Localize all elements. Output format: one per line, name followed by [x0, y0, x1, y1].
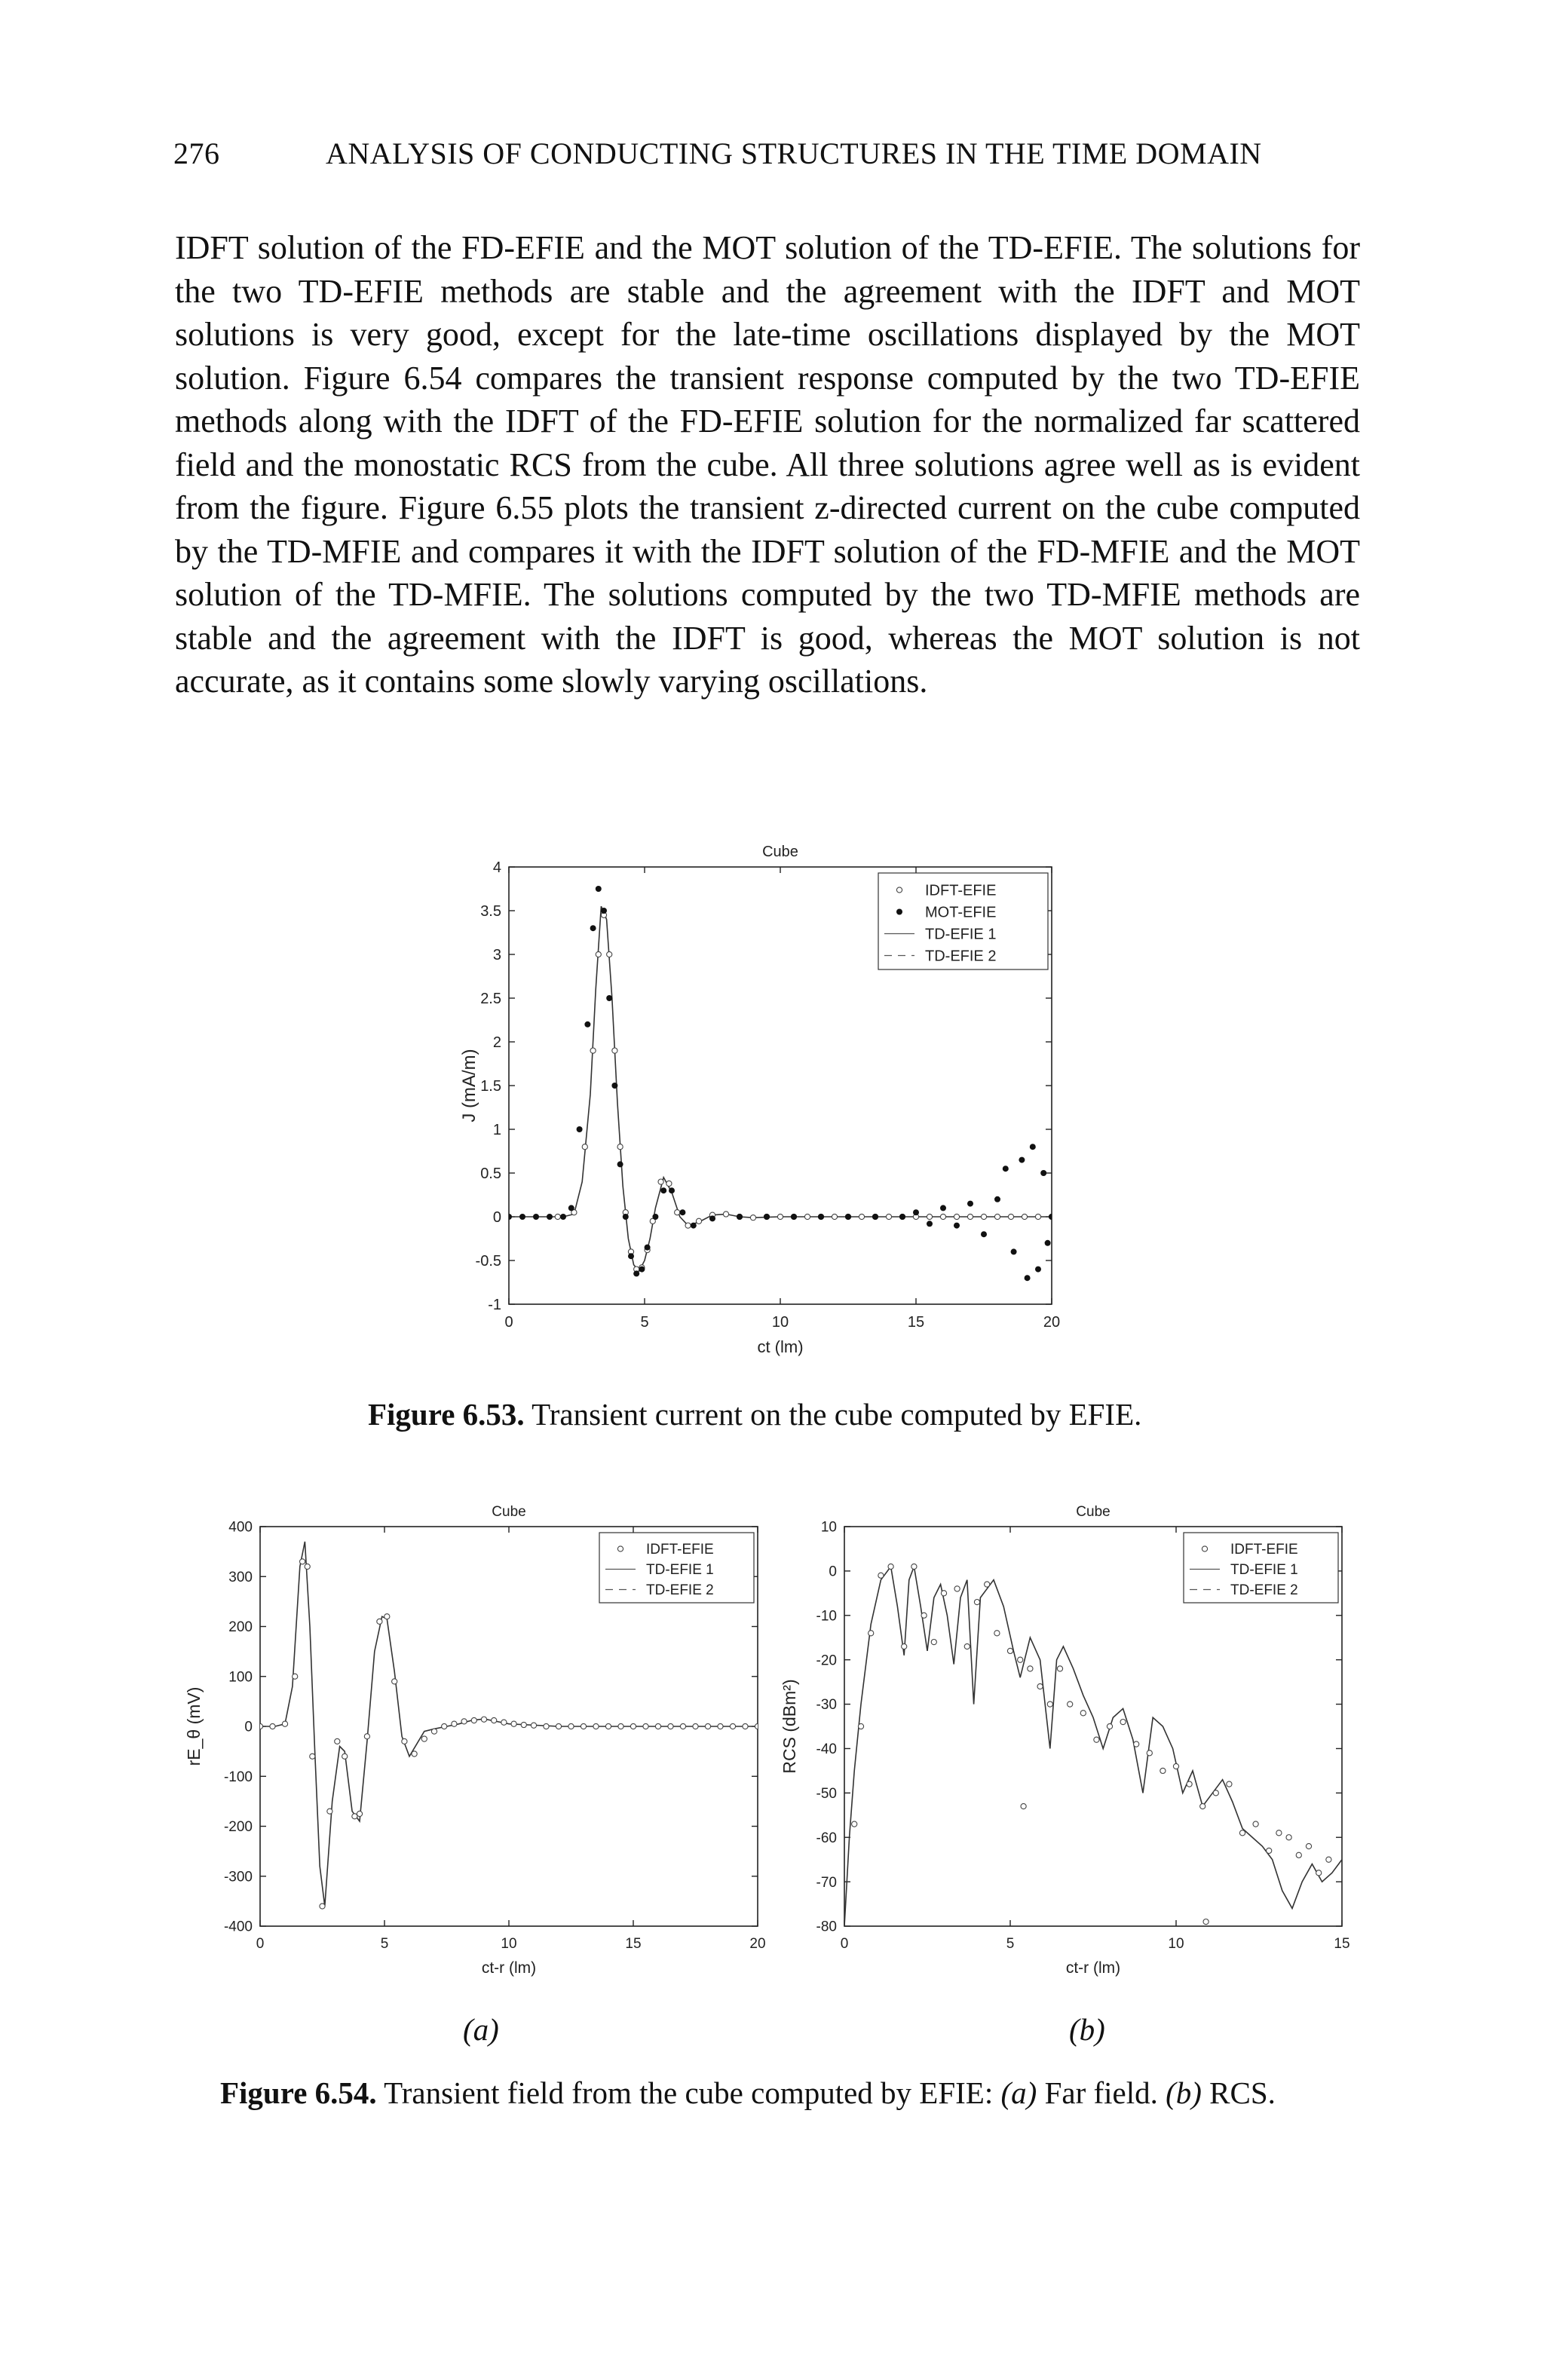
- data-point-dot: [927, 1221, 933, 1227]
- y-tick-label: -30: [816, 1697, 837, 1714]
- data-point-dot: [981, 1231, 987, 1237]
- data-point-circle: [1187, 1781, 1192, 1787]
- data-point-circle: [680, 1723, 685, 1729]
- data-point-dot: [899, 1214, 905, 1220]
- data-point-circle: [1267, 1848, 1272, 1853]
- data-point-circle: [1057, 1666, 1062, 1671]
- chart-title: Cube: [1076, 1504, 1111, 1520]
- data-point-circle: [668, 1723, 673, 1729]
- y-tick-label: -0.5: [475, 1253, 501, 1270]
- legend-symbol-circle: [617, 1546, 623, 1551]
- figure-6-53-caption: [368, 1396, 1141, 1432]
- x-tick-label: 15: [907, 1314, 925, 1331]
- data-point-circle: [1018, 1657, 1023, 1662]
- data-point-circle: [617, 1144, 623, 1150]
- y-tick-label: -80: [816, 1919, 837, 1935]
- data-point-circle: [1035, 1214, 1040, 1219]
- data-point-dot: [1019, 1157, 1025, 1163]
- data-point-circle: [481, 1717, 486, 1722]
- data-point-circle: [531, 1723, 536, 1728]
- data-point-circle: [1203, 1919, 1209, 1925]
- data-point-circle: [1022, 1214, 1027, 1219]
- chart-transient-current: [452, 829, 1071, 1372]
- plot-area: [844, 1564, 1342, 1926]
- data-point-circle: [1306, 1843, 1311, 1849]
- data-point-circle: [1200, 1803, 1205, 1809]
- data-point-dot: [633, 1270, 639, 1276]
- data-point-dot: [764, 1214, 770, 1220]
- data-point-circle: [1147, 1751, 1152, 1756]
- data-point-dot: [628, 1253, 634, 1259]
- y-tick-label: 0: [244, 1719, 253, 1735]
- data-point-circle: [696, 1218, 701, 1224]
- data-point-dot: [1035, 1267, 1041, 1273]
- x-tick-label: 5: [1006, 1936, 1015, 1952]
- x-axis-label: ct-r (lm): [1065, 1959, 1121, 1977]
- data-point-circle: [693, 1723, 698, 1729]
- data-point-dot: [519, 1214, 525, 1220]
- data-point-circle: [544, 1723, 549, 1729]
- data-point-circle: [994, 1214, 1000, 1219]
- y-tick-label: 1.5: [480, 1078, 501, 1095]
- x-tick-label: 15: [1334, 1936, 1350, 1952]
- data-point-circle: [421, 1736, 427, 1741]
- data-point-circle: [1008, 1214, 1013, 1219]
- data-point-circle: [293, 1674, 298, 1679]
- data-point-circle: [643, 1723, 648, 1729]
- data-point-circle: [618, 1723, 623, 1729]
- legend-label: TD-EFIE 2: [925, 948, 997, 965]
- data-point-circle: [888, 1564, 893, 1569]
- data-point-circle: [1276, 1830, 1282, 1836]
- data-point-circle: [442, 1723, 447, 1729]
- x-tick-label: 20: [749, 1936, 766, 1952]
- data-point-dot: [617, 1161, 623, 1167]
- y-tick-label: -50: [816, 1785, 837, 1802]
- data-point-circle: [705, 1723, 710, 1729]
- chart-title: Cube: [762, 844, 798, 860]
- data-point-circle: [630, 1723, 636, 1729]
- legend-label: MOT-EFIE: [925, 904, 997, 921]
- y-axis-label: rE_θ (mV): [184, 1686, 204, 1766]
- data-point-dot: [568, 1205, 574, 1211]
- data-point-circle: [270, 1723, 275, 1729]
- legend-label: IDFT-EFIE: [925, 882, 997, 899]
- data-point-circle: [461, 1719, 467, 1724]
- data-point-circle: [402, 1738, 407, 1744]
- x-tick-label: 0: [840, 1936, 849, 1952]
- legend-label: IDFT-EFIE: [1230, 1542, 1298, 1558]
- data-point-circle: [685, 1223, 691, 1228]
- x-tick-label: 0: [504, 1314, 513, 1331]
- y-tick-label: -400: [223, 1919, 253, 1935]
- data-point-circle: [556, 1723, 561, 1729]
- x-tick-label: 5: [640, 1314, 649, 1331]
- legend-symbol-circle: [1202, 1546, 1207, 1551]
- y-tick-label: -300: [223, 1869, 253, 1885]
- chart-title: Cube: [492, 1504, 526, 1520]
- data-point-dot: [645, 1245, 651, 1251]
- caption-sub-b: (b): [1166, 2075, 1202, 2110]
- data-point-dot: [606, 995, 612, 1001]
- y-tick-label: 100: [228, 1669, 253, 1686]
- data-point-dot: [1045, 1240, 1051, 1246]
- caption-text: RCS.: [1201, 2075, 1276, 2110]
- data-point-circle: [1094, 1737, 1099, 1742]
- data-point-circle: [954, 1214, 959, 1219]
- data-point-circle: [1253, 1821, 1258, 1827]
- y-tick-label: -10: [816, 1608, 837, 1625]
- figure-6-54a: [166, 1496, 784, 1986]
- data-point-circle: [804, 1214, 810, 1219]
- y-tick-label: 0: [492, 1209, 501, 1226]
- y-tick-label: -1: [488, 1297, 501, 1313]
- y-tick-label: 2: [492, 1034, 501, 1051]
- data-point-circle: [1227, 1781, 1232, 1787]
- data-point-circle: [593, 1723, 599, 1729]
- data-point-circle: [964, 1643, 970, 1649]
- data-point-circle: [927, 1214, 932, 1219]
- data-point-dot: [577, 1126, 583, 1132]
- data-point-circle: [282, 1721, 287, 1726]
- caption-label: Figure 6.54.: [220, 2075, 377, 2110]
- data-point-circle: [1021, 1803, 1026, 1809]
- data-point-circle: [612, 1048, 617, 1053]
- data-point-circle: [1213, 1790, 1218, 1796]
- data-point-circle: [723, 1211, 728, 1217]
- data-point-circle: [1173, 1763, 1178, 1769]
- y-tick-label: 200: [228, 1619, 253, 1636]
- data-point-circle: [655, 1723, 660, 1729]
- data-point-circle: [1107, 1723, 1112, 1729]
- series-line: [844, 1567, 1342, 1926]
- y-axis-label: J (mA/m): [459, 1049, 479, 1123]
- data-point-circle: [852, 1821, 857, 1827]
- caption-sub-a: (a): [1000, 2075, 1037, 2110]
- data-point-circle: [658, 1179, 663, 1184]
- data-point-circle: [392, 1679, 397, 1684]
- data-point-circle: [868, 1631, 874, 1636]
- data-point-circle: [743, 1723, 748, 1729]
- data-point-circle: [1068, 1702, 1073, 1707]
- legend-label: TD-EFIE 1: [925, 926, 997, 943]
- data-point-circle: [352, 1814, 357, 1819]
- y-tick-label: -70: [816, 1874, 837, 1891]
- data-point-circle: [310, 1754, 315, 1759]
- y-tick-label: 4: [492, 859, 501, 876]
- x-tick-label: 10: [501, 1936, 517, 1952]
- data-point-dot: [1049, 1214, 1055, 1220]
- data-point-circle: [981, 1214, 986, 1219]
- data-point-circle: [858, 1723, 863, 1729]
- data-point-dot: [506, 1214, 512, 1220]
- caption-label: Figure 6.53.: [368, 1397, 525, 1432]
- legend-label: TD-EFIE 1: [1230, 1562, 1298, 1579]
- running-title: ANALYSIS OF CONDUCTING STRUCTURES IN THE TIME DOMAIN: [326, 136, 1262, 170]
- y-tick-label: 3: [492, 947, 501, 963]
- data-point-dot: [611, 1083, 617, 1089]
- data-point-dot: [1003, 1165, 1009, 1172]
- legend-label: TD-EFIE 1: [646, 1562, 714, 1579]
- data-point-dot: [660, 1187, 666, 1193]
- data-point-circle: [1120, 1720, 1126, 1725]
- data-point-circle: [452, 1721, 457, 1726]
- legend-label: IDFT-EFIE: [646, 1542, 714, 1558]
- data-point-dot: [872, 1214, 878, 1220]
- data-point-circle: [859, 1214, 864, 1219]
- data-point-circle: [878, 1573, 884, 1578]
- data-point-circle: [357, 1811, 362, 1816]
- figure-6-54b: [754, 1496, 1372, 1986]
- y-tick-label: 1: [492, 1122, 501, 1138]
- data-point-circle: [1028, 1666, 1033, 1671]
- data-point-dot: [737, 1214, 743, 1220]
- data-point-circle: [320, 1904, 325, 1909]
- data-point-circle: [730, 1723, 735, 1729]
- data-point-circle: [501, 1720, 507, 1725]
- data-point-circle: [985, 1582, 990, 1587]
- data-point-circle: [364, 1734, 369, 1739]
- data-point-circle: [1080, 1711, 1086, 1716]
- data-point-circle: [967, 1214, 973, 1219]
- data-point-circle: [832, 1214, 837, 1219]
- data-point-dot: [940, 1205, 946, 1211]
- x-tick-label: 0: [256, 1936, 265, 1952]
- data-point-circle: [335, 1738, 340, 1744]
- x-tick-label: 5: [380, 1936, 389, 1952]
- data-point-circle: [384, 1614, 390, 1619]
- data-point-circle: [568, 1723, 574, 1729]
- data-point-circle: [581, 1723, 586, 1729]
- x-tick-label: 10: [1168, 1936, 1184, 1952]
- data-point-dot: [1030, 1144, 1036, 1150]
- data-point-circle: [300, 1559, 305, 1564]
- data-point-circle: [750, 1215, 755, 1221]
- data-point-circle: [941, 1591, 946, 1596]
- data-point-circle: [954, 1586, 960, 1591]
- data-point-circle: [1316, 1870, 1322, 1876]
- data-point-circle: [666, 1181, 672, 1186]
- y-tick-label: 2.5: [480, 991, 501, 1007]
- data-point-circle: [1047, 1702, 1052, 1707]
- x-axis-label: ct (lm): [757, 1337, 804, 1356]
- data-point-circle: [511, 1721, 516, 1726]
- data-point-circle: [994, 1631, 1000, 1636]
- data-point-circle: [921, 1613, 927, 1618]
- data-point-dot: [584, 1022, 590, 1028]
- data-point-circle: [492, 1717, 497, 1723]
- y-tick-label: 300: [228, 1569, 253, 1585]
- data-point-dot: [954, 1223, 960, 1229]
- data-point-dot: [1025, 1275, 1031, 1281]
- page-number: 276: [173, 136, 220, 170]
- legend-symbol-dot: [896, 909, 902, 915]
- data-point-circle: [911, 1564, 917, 1569]
- data-point-circle: [582, 1144, 587, 1150]
- data-point-circle: [777, 1214, 783, 1219]
- data-point-circle: [1239, 1830, 1245, 1836]
- data-point-dot: [533, 1214, 539, 1220]
- data-point-circle: [605, 1723, 611, 1729]
- data-point-circle: [471, 1717, 476, 1723]
- y-tick-label: -60: [816, 1830, 837, 1846]
- data-point-circle: [1326, 1857, 1331, 1862]
- data-point-dot: [590, 925, 596, 931]
- y-tick-label: 400: [228, 1519, 253, 1536]
- data-point-dot: [994, 1196, 1000, 1202]
- y-tick-label: 10: [820, 1519, 837, 1536]
- data-point-dot: [547, 1214, 553, 1220]
- data-point-dot: [709, 1215, 715, 1221]
- data-point-dot: [639, 1267, 645, 1273]
- data-point-dot: [913, 1209, 919, 1215]
- data-point-dot: [652, 1214, 658, 1220]
- y-tick-label: -200: [223, 1819, 253, 1836]
- data-point-dot: [791, 1214, 797, 1220]
- data-point-circle: [718, 1723, 723, 1729]
- data-point-circle: [940, 1214, 945, 1219]
- data-point-circle: [412, 1751, 417, 1757]
- caption-text: Far field.: [1037, 2075, 1166, 2110]
- y-tick-label: -40: [816, 1741, 837, 1758]
- y-axis-label: RCS (dBm²): [780, 1679, 799, 1774]
- data-point-circle: [1286, 1835, 1291, 1840]
- data-point-circle: [257, 1723, 262, 1729]
- data-point-dot: [560, 1214, 566, 1220]
- data-point-circle: [1296, 1852, 1301, 1858]
- x-tick-label: 15: [625, 1936, 642, 1952]
- legend-label: TD-EFIE 2: [646, 1582, 714, 1599]
- data-point-circle: [886, 1214, 891, 1219]
- data-point-dot: [623, 1214, 629, 1220]
- data-point-circle: [1134, 1741, 1139, 1747]
- y-tick-label: -100: [223, 1769, 253, 1785]
- data-point-dot: [818, 1214, 824, 1220]
- data-point-circle: [431, 1729, 437, 1734]
- y-tick-label: 0.5: [480, 1165, 501, 1182]
- chart-far-field: [166, 1496, 784, 1986]
- data-point-circle: [1160, 1768, 1166, 1773]
- data-point-circle: [931, 1640, 936, 1645]
- data-point-dot: [679, 1209, 685, 1215]
- y-tick-label: 0: [829, 1564, 837, 1580]
- x-tick-label: 20: [1043, 1314, 1061, 1331]
- data-point-dot: [601, 908, 607, 914]
- data-point-circle: [377, 1619, 382, 1624]
- x-tick-label: 10: [771, 1314, 789, 1331]
- body-paragraph: [175, 226, 1360, 703]
- subfigure-label-a: (a): [463, 2012, 499, 2047]
- data-point-dot: [596, 886, 602, 892]
- chart-rcs: [754, 1496, 1372, 1986]
- data-point-circle: [555, 1214, 560, 1219]
- legend-label: TD-EFIE 2: [1230, 1582, 1298, 1599]
- paragraph-text: IDFT solution of the FD-EFIE and the MOT solution of the TD-EFIE. The solutions for the two TD-EFIE methods are stable and the agreement with the IDFT and MOT solutions is very good, except for the late-time oscillations displayed by the MOT solution. Figure 6.54 compares the transient response computed by the two TD-EFIE methods along with the IDFT of the FD-EFIE solution for the normalized far scattered field and the monostatic RCS from the cube. All three solutions agree well as is evident from the figure. Figure 6.55 plots the transient z-directed current on the cube computed by the TD-MFIE and compares it with the IDFT solution of the FD-MFIE and the MOT solution of the TD-MFIE. The solutions computed by the two TD-MFIE methods are stable and the agreement with the IDFT is good, whereas the MOT solution is not accurate, as it contains some slowly varying oscillations.: [175, 229, 1360, 700]
- data-point-dot: [845, 1214, 851, 1220]
- data-point-circle: [974, 1600, 979, 1605]
- figure-6-53: [452, 829, 1071, 1372]
- caption-text: Transient current on the cube computed by EFIE.: [532, 1397, 1142, 1432]
- data-point-circle: [607, 951, 612, 957]
- data-point-dot: [691, 1223, 697, 1229]
- data-point-circle: [590, 1048, 596, 1053]
- figure-6-54-caption: [220, 2075, 1276, 2111]
- data-point-circle: [1007, 1648, 1012, 1653]
- data-point-dot: [1040, 1170, 1046, 1176]
- data-point-dot: [967, 1201, 973, 1207]
- data-point-dot: [669, 1187, 675, 1193]
- data-point-circle: [305, 1564, 310, 1569]
- data-point-circle: [675, 1210, 680, 1215]
- data-point-circle: [327, 1809, 332, 1814]
- data-point-circle: [1037, 1683, 1043, 1689]
- data-point-circle: [596, 951, 601, 957]
- data-point-circle: [902, 1643, 907, 1649]
- y-tick-label: 3.5: [480, 903, 501, 920]
- caption-text: Transient field from the cube computed by EFIE:: [384, 2075, 1001, 2110]
- data-point-circle: [342, 1754, 348, 1759]
- subfigure-label-b: (b): [1069, 2012, 1105, 2047]
- x-axis-label: ct-r (lm): [481, 1959, 537, 1977]
- y-tick-label: -20: [816, 1653, 837, 1669]
- data-point-dot: [1011, 1248, 1017, 1254]
- legend-symbol-circle: [896, 887, 902, 893]
- data-point-circle: [521, 1722, 526, 1727]
